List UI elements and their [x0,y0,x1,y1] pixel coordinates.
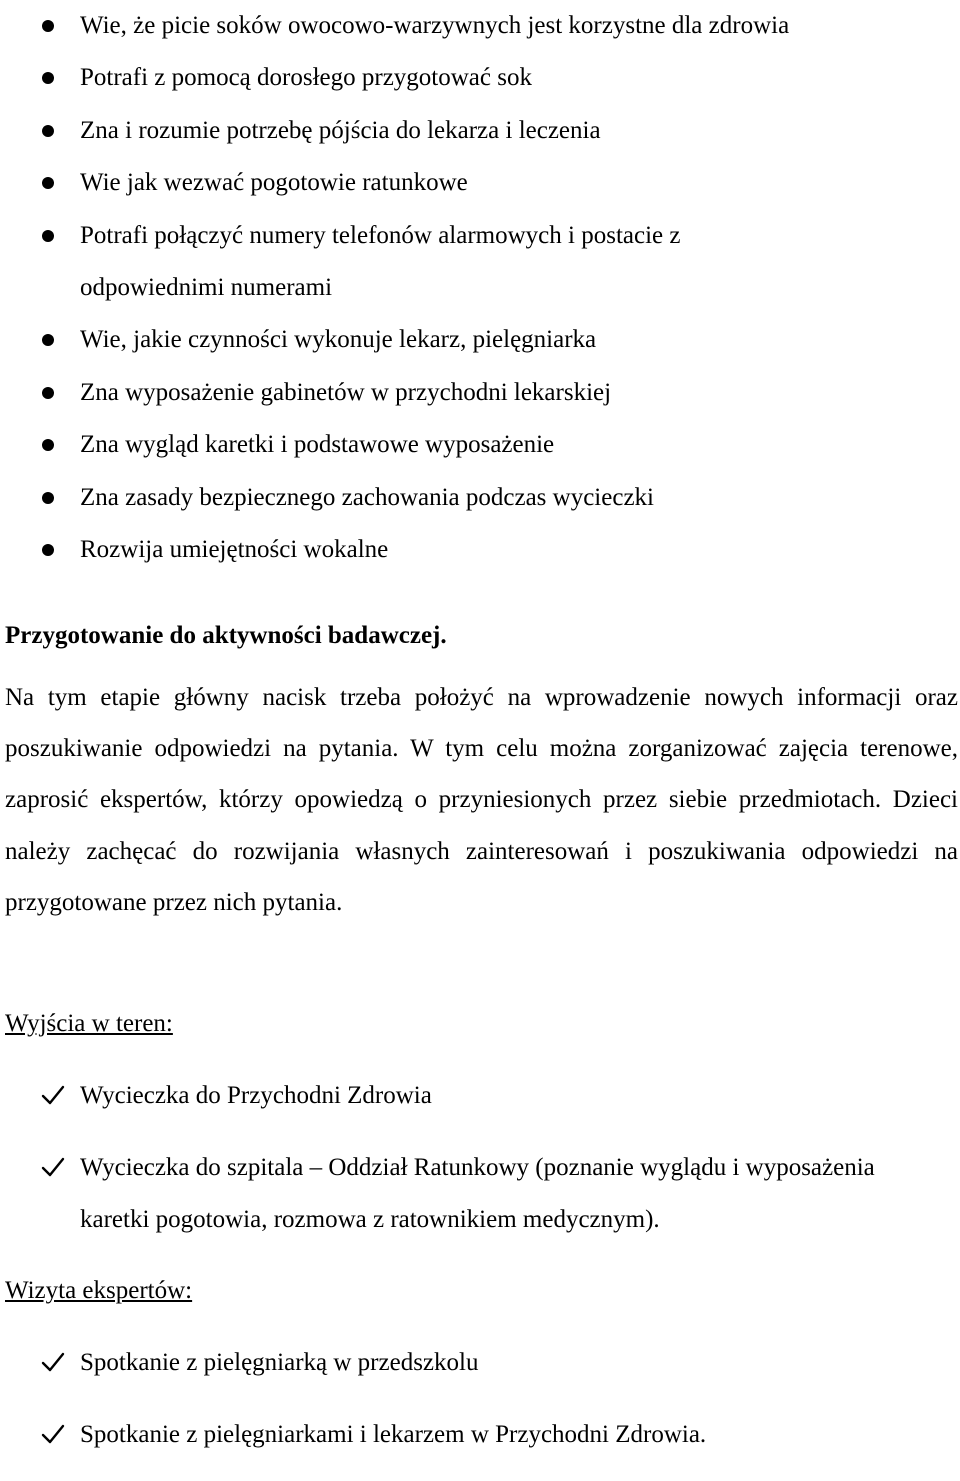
list-item-text: Zna wygląd karetki i podstawowe wyposażenie [80,431,555,459]
checkmark-icon [40,1421,66,1447]
bullet-dot-icon [42,177,54,189]
trips-section-title: Wyjścia w teren: [5,1010,173,1037]
bullet-dot-icon [42,439,54,451]
list-item [0,52,960,104]
list-item [0,105,960,157]
list-item-text: Spotkanie z pielęgniarkami i lekarzem w Przychodni Zdrowia. [80,1421,707,1448]
bullet-dot-icon [42,544,54,556]
list-item [0,367,960,419]
list-item [0,1070,960,1122]
bullet-dot-icon [42,230,54,242]
list-item-text: Zna zasady bezpiecznego zachowania podczas wycieczki [80,483,654,511]
checkmark-icon [40,1349,66,1375]
list-item [0,1337,960,1389]
section-heading: Przygotowanie do aktywności badawczej. [5,622,447,649]
list-item [0,0,960,52]
checkmark-icon [40,1154,66,1180]
experts-check-list [0,1337,960,1481]
bullet-dot-icon [42,492,54,504]
list-item [0,419,960,471]
list-item [0,210,800,315]
trips-check-list [0,1070,960,1266]
bullet-dot-icon [42,20,54,32]
list-item-text: Potrafi z pomocą dorosłego przygotować sok [80,64,532,92]
list-item [0,472,960,524]
list-item-text: Wie, że picie soków owocowo-warzywnych jest korzystne dla zdrowia [80,12,790,39]
list-item-text: Wycieczka do Przychodni Zdrowia [80,1082,432,1109]
list-item-text: Wie, jakie czynności wykonuje lekarz, pielęgniarka [80,326,597,354]
list-item [0,1409,960,1461]
checkmark-icon [40,1082,66,1108]
list-item-text: Wycieczka do szpitala – Oddział Ratunkowy (poznanie wyglądu i wyposażenia karetki pogotowia, rozmowa z ratownikiem medycznym). [80,1154,875,1233]
experts-section-title: Wizyta ekspertów: [5,1277,193,1304]
body-paragraph: Na tym etapie główny nacisk trzeba położyć na wprowadzenie nowych informacji oraz poszukiwanie odpowiedzi na pytania. W tym celu można zorganizować zajęcia terenowe, zaprosić ekspertów, którzy opowiedzą o przyniesionych przez siebie przedmiotach. Dzieci należy zachęcać do rozwijania własnych zainteresowań i poszukiwania odpowiedzi na przygotowane przez nich pytania. [5,684,958,916]
list-item-text: Wie jak wezwać pogotowie ratunkowe [80,169,468,197]
list-item-text: Zna wyposażenie gabinetów w przychodni lekarskiej [80,378,612,406]
bullet-dot-icon [42,334,54,346]
list-item [0,1142,880,1246]
list-item [0,157,960,209]
list-item-text: Potrafi połączyć numery telefonów alarmowych i postacie z odpowiednimi numerami [80,221,681,302]
bullet-dot-icon [42,387,54,399]
bullet-dot-icon [42,72,54,84]
outcomes-bullet-list [0,0,960,576]
list-item-text: Zna i rozumie potrzebę pójścia do lekarza i leczenia [80,116,601,144]
list-item [0,524,960,576]
list-item-text: Rozwija umiejętności wokalne [80,536,389,564]
list-item-text: Spotkanie z pielęgniarką w przedszkolu [80,1349,479,1376]
list-item [0,314,960,366]
bullet-dot-icon [42,125,54,137]
